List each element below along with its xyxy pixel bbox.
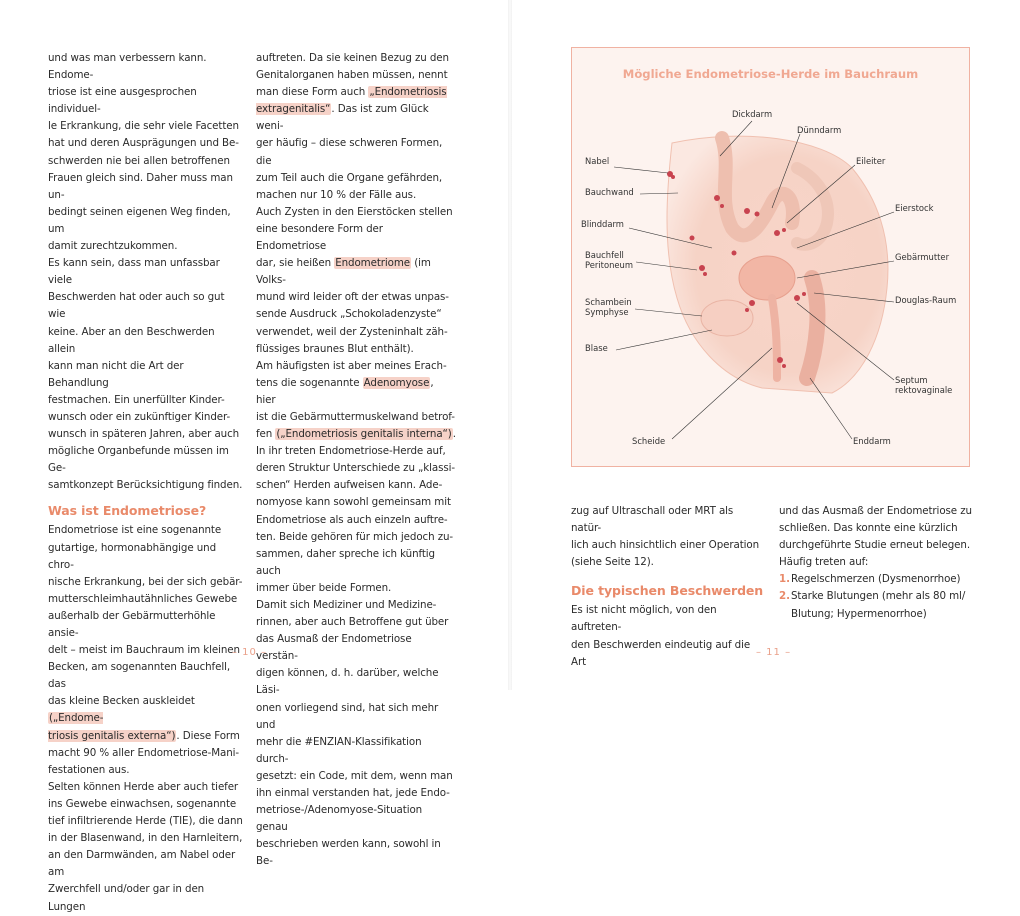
list-number: 1. (779, 573, 790, 586)
section-heading: Die typischen Beschwerden (571, 583, 764, 599)
text-span: , hier ist die Gebärmuttermuskelwand betrof- fen (256, 376, 455, 441)
label-duenndarm: Dünndarm (797, 125, 842, 135)
label-douglas: Douglas-Raum (895, 295, 957, 305)
text-span: . In ihr treten Endometriose-Herde auf, deren Struktur Unterschiede zu „klassi- schen“ Herden aufweisen kann. Ade- nomyose kann sowohl gemeinsam mit Endometriose als auch einzeln auftre- ten. Beide gehören für mich jedoch zu- sammen, daher spreche ich künftig auch immer über beide Formen. Damit sich Mediziner und Medizine- rinnen, aber auch Betroffene gut über das Ausmaß der Endometriose verstän- digen können, d. h. darüber, welche Läsi- onen vorliegend sind, hat sich mehr und mehr die #ENZIAN-Klassifikation durch- gesetzt: ein Code, mit dem, wenn man ihn einmal verstanden hat, jede Endo- metriose-/Adenomyose-Situation genau beschrieben werden kann, sowohl in Be- (256, 428, 456, 868)
label-scheide: Scheide (632, 436, 666, 446)
text-span: auftreten. Da sie keinen Bezug zu den Genitalorganen haben müssen, nennt man diese Form auch (256, 52, 449, 99)
label-bauchwand: Bauchwand (585, 187, 634, 197)
paragraph: Es ist nicht möglich, von den auftreten- den Beschwerden eindeutig auf die Art (571, 604, 751, 668)
symptom-list (779, 571, 974, 622)
label-eierstock: Eierstock (895, 203, 934, 213)
list-item (779, 588, 974, 622)
page-number-left: – 10 – (232, 647, 268, 658)
text-span: (im Volks- mund wird leider oft der etwas unpas- sende Ausdruck „Schokoladenzyste“ verwendet, weil der Zysteninhalt zäh- flüssiges braunes Blut enthält). Am häufigsten ist aber meines Erach- tens die sogenannte (256, 257, 449, 389)
highlighted-term: („Endome- triosis genitalis externa“) (48, 712, 176, 742)
book-gutter (508, 0, 512, 690)
label-enddarm: Enddarm (853, 436, 891, 446)
list-text: Starke Blutungen (mehr als 80 ml/ Blutung; Hypermenorrhoe) (791, 590, 966, 620)
label-nabel: Nabel (585, 156, 610, 166)
list-number: 2. (779, 590, 790, 603)
text-span: . Diese Form macht 90 % aller Endometriose-Mani- festationen aus. Selten können Herde aber auch tiefer ins Gewebe einwachsen, sogenannte tief infiltrierende Herde (TIE), die dann in der Blasenwand, in den Harnleitern, an den Darmwänden, am Nabel oder am Zwerchfell und/oder gar in den Lungen (48, 729, 243, 913)
label-septum: Septum rektovaginale (895, 375, 953, 395)
section-heading: Was ist Endometriose? (48, 503, 207, 519)
right-page-column-1 (571, 503, 766, 671)
paragraph: zug auf Ultraschall oder MRT als natür- lich auch hinsichtlich einer Operation (siehe Seite 12). (571, 505, 760, 569)
list-text: Regelschmerzen (Dysmenorrhoe) (791, 573, 961, 586)
paragraph (48, 522, 244, 915)
label-schambein: Schambein Symphyse (585, 297, 632, 317)
paragraph: und was man verbessern kann. Endome- triose ist eine ausgesprochen individuel- le Erkrankung, die sehr viele Facetten hat und deren Ausprägungen und Be- schwerden nie bei allen betroffenen Frauen gleich sind. Daher muss man un- bedingt seinen eigenen Weg finden, um damit zurechtzukommen. Es kann sein, dass man unfassbar viele Beschwerden hat oder auch so gut wie keine. Aber an den Beschwerden allein kann man nicht die Art der Behandlung festmachen. Ein unerfüllter Kinder- wunsch oder ein zukünftiger Kinder- wunsch in späteren Jahren, aber auch mögliche Organbefunde müssen im Ge- samtkonzept Berücksichtigung finden. (48, 52, 243, 492)
label-gebaermutter: Gebärmutter (895, 252, 950, 262)
label-bauchfell: Bauchfell Peritoneum (585, 250, 634, 270)
left-page-column-2 (256, 50, 456, 871)
anatomy-figure (571, 47, 970, 467)
highlighted-term: („Endometriosis genitalis interna“) (276, 428, 452, 441)
right-page-column-2 (779, 503, 974, 623)
label-eileiter: Eileiter (856, 156, 886, 166)
highlighted-term: „Endometriosis extragenitalis“ (256, 86, 447, 116)
highlighted-term: Endometriome (335, 257, 411, 270)
left-page-column-1 (48, 50, 244, 916)
text-span: . Das ist zum Glück weni- ger häufig – diese schweren Formen, die zum Teil auch die Organe gefährden, machen nur 10 % der Fälle aus. Auch Zysten in den Eierstöcken stellen eine besondere Form der Endometriose dar, sie heißen (256, 103, 453, 270)
paragraph (256, 50, 456, 871)
figure-title: Mögliche Endometriose-Herde im Bauchraum (622, 67, 919, 81)
highlighted-term: Adenomyose (363, 376, 430, 389)
uterus-shape (739, 256, 795, 300)
text-span: Endometriose ist eine sogenannte gutartige, hormonabhängige und chro- nische Erkrankung, bei der sich gebär- mutterschleimhautähnliches Gewebe außerhalb der Gebärmutterhöhle ansie- delt – meist im Bauchraum im kleinen Becken, am sogenannten Bauchfell, das das kleine Becken auskleidet (48, 524, 243, 708)
label-blase: Blase (585, 343, 608, 353)
page-number-right: – 11 – (756, 647, 792, 658)
label-dickdarm: Dickdarm (732, 109, 773, 119)
paragraph: und das Ausmaß der Endometriose zu schließen. Das konnte eine kürzlich durchgeführte Studie erneut belegen. Häufig treten auf: (779, 505, 972, 569)
label-blinddarm: Blinddarm (581, 219, 624, 229)
list-item (779, 571, 974, 588)
